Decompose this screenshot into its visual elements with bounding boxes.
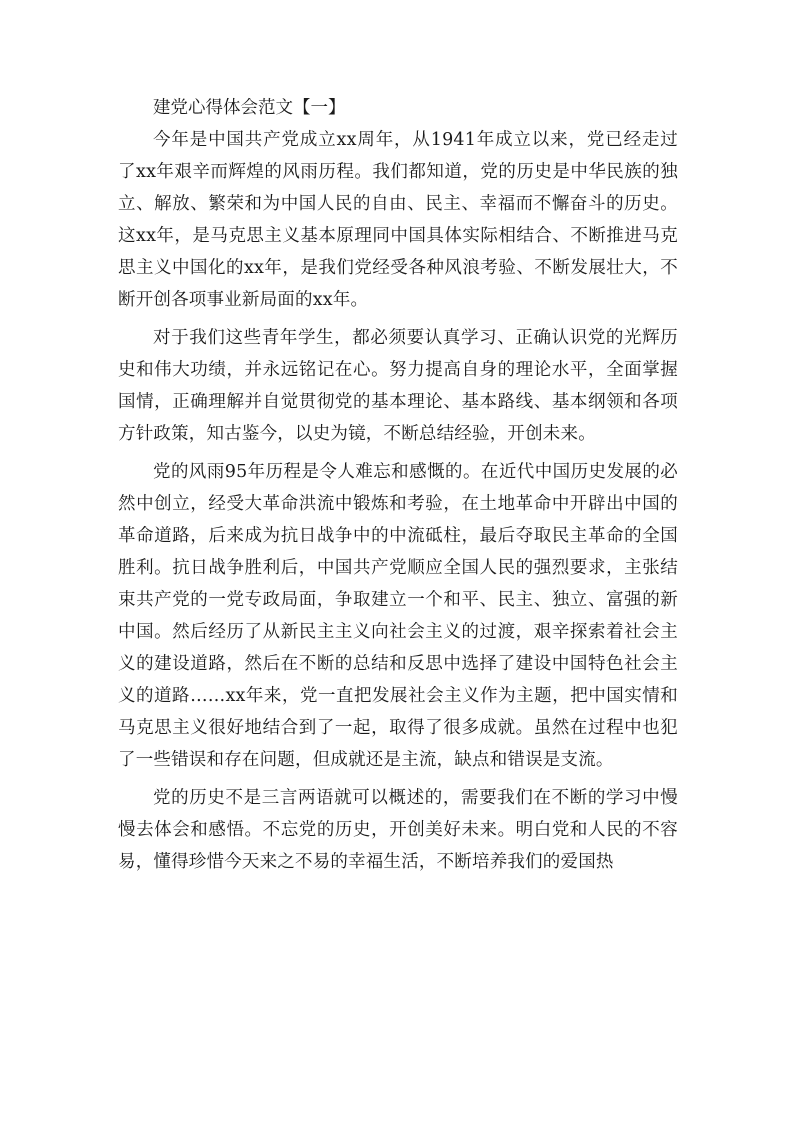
paragraph-4: 党的历史不是三言两语就可以概述的，需要我们在不断的学习中慢慢去体会和感悟。不忘党的历史，开创美好未来。明白党和人民的不容易，懂得珍惜今天来之不易的幸福生活，不断培养我们的爱国热: [118, 788, 678, 872]
paragraph-2: 对于我们这些青年学生，都必须要认真学习、正确认识党的光辉历史和伟大功绩，并永远铭记在心。努力提高自身的理论水平，全面掌握国情，正确理解并自觉贯彻党的基本理论、基本路线、基本纲领和各项方针政策，知古鉴今，以史为镜，不断总结经验，开创未来。: [118, 328, 678, 444]
document-title: 建党心得体会范文【一】: [153, 98, 346, 118]
paragraph-3: 党的风雨95年历程是令人难忘和感慨的。在近代中国历史发展的必然中创立，经受大革命洪流中锻炼和考验，在土地革命中开辟出中国的革命道路，后来成为抗日战争中的中流砥柱，最后夺取民主革命的全国胜利。抗日战争胜利后，中国共产党顺应全国人民的强烈要求，主张结束共产党的一党专政局面，争取建立一个和平、民主、独立、富强的新中国。然后经历了从新民主主义向社会主义的过渡，艰辛探索着社会主义的建设道路，然后在不断的总结和反思中选择了建设中国特色社会主义的道路……xx年来，党一直把发展社会主义作为主题，把中国实情和马克思主义很好地结合到了一起，取得了很多成就。虽然在过程中也犯了一些错误和存在问题，但成就还是主流，缺点和错误是支流。: [118, 462, 678, 770]
paragraph-1: 今年是中国共产党成立xx周年，从1941年成立以来，党已经走过了xx年艰辛而辉煌的风雨历程。我们都知道，党的历史是中华民族的独立、解放、繁荣和为中国人民的自由、民主、幸福而不懈奋斗的历史。这xx年，是马克思主义基本原理同中国具体实际相结合、不断推进马克思主义中国化的xx年，是我们党经受各种风浪考验、不断发展壮大，不断开创各项事业新局面的xx年。: [118, 130, 678, 310]
document-body: [118, 92, 678, 878]
